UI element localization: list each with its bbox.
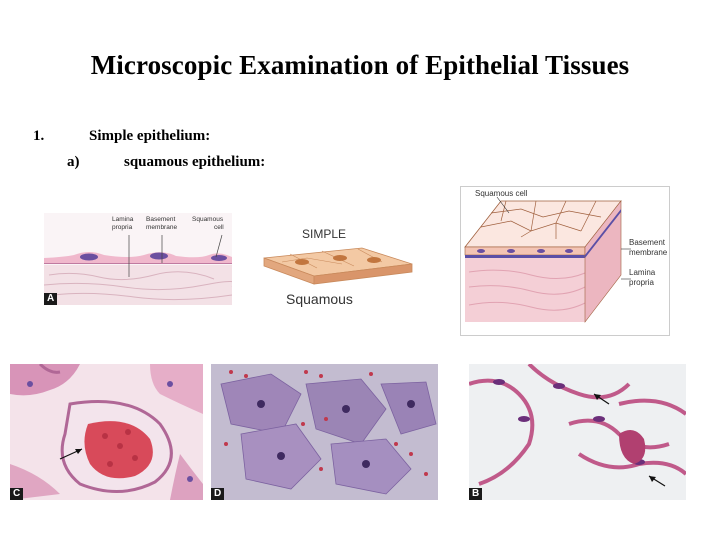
- block-label-lamina-line2: propria: [629, 278, 654, 287]
- list-number-1: 1.: [33, 128, 45, 144]
- micrograph-d-tag: D: [211, 488, 224, 500]
- block-label-basement-line1: Basement: [629, 238, 666, 247]
- label-squamous-cell-line1: Squamous: [192, 216, 224, 223]
- slide-title: Microscopic Examination of Epithelial Tissues: [90, 50, 630, 80]
- squamous-caption: Squamous: [286, 291, 353, 307]
- figure-panel-a: [44, 213, 232, 305]
- label-lamina-propria-line2: propria: [112, 224, 133, 231]
- panel-a-illustration: [44, 213, 232, 305]
- block-label-basement-line2: membrane: [629, 248, 668, 257]
- panel-a-tag: A: [44, 293, 57, 305]
- micrograph-c: [10, 364, 203, 500]
- micrograph-b: [469, 364, 686, 500]
- micrograph-c-illustration: [10, 364, 203, 500]
- label-basement-membrane-line1: Basement: [146, 216, 176, 223]
- simple-squamous-diagram: [262, 220, 422, 312]
- simple-heading: SIMPLE: [302, 227, 347, 241]
- label-basement-membrane-line2: membrane: [146, 224, 178, 231]
- block-label-squamous-cell: Squamous cell: [475, 189, 528, 198]
- block-diagram-figure: [460, 186, 670, 336]
- micrograph-d-illustration: [211, 364, 438, 500]
- sublist-item-squamous: squamous epithelium:: [124, 154, 266, 170]
- micrograph-d: [211, 364, 438, 500]
- list-item-simple-epithelium: Simple epithelium:: [89, 128, 211, 144]
- micrograph-b-illustration: [469, 364, 686, 500]
- micrograph-b-tag: B: [469, 488, 482, 500]
- simple-squamous-illustration: [262, 220, 422, 312]
- block-diagram-illustration: [461, 187, 669, 335]
- label-lamina-propria-line1: Lamina: [112, 216, 134, 223]
- block-label-lamina-line1: Lamina: [629, 268, 656, 277]
- sublist-letter-a: a): [67, 154, 80, 170]
- label-squamous-cell-line2: cell: [214, 224, 224, 231]
- micrograph-c-tag: C: [10, 488, 23, 500]
